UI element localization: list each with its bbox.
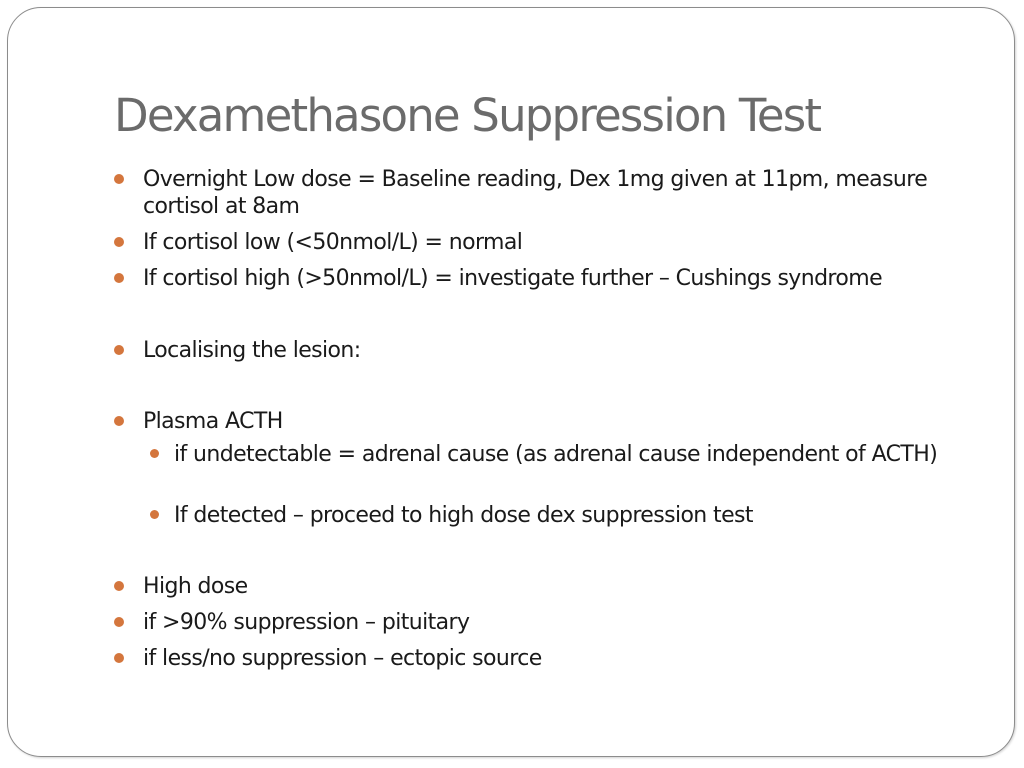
bullet-text: if undetectable = adrenal cause (as adrenal cause independent of ACTH) [174, 442, 938, 467]
bullet-dot-icon [114, 581, 124, 591]
bullet-item [143, 408, 973, 435]
bullet-dot-icon [114, 273, 124, 283]
bullet-text: Plasma ACTH [143, 409, 283, 434]
bullet-text: If cortisol high (>50nmol/L) = investigate further – Cushings syndrome [143, 266, 883, 291]
bullet-text: High dose [143, 574, 248, 599]
bullet-dot-icon [114, 345, 124, 355]
bullet-text: Localising the lesion: [143, 338, 361, 363]
bullet-item [143, 265, 973, 292]
slide-title: Dexamethasone Suppression Test [114, 89, 821, 142]
bullet-dot-icon [114, 237, 124, 247]
bullet-text: if less/no suppression – ectopic source [143, 646, 542, 671]
bullet-text: if >90% suppression – pituitary [143, 610, 470, 635]
bullet-text: If cortisol low (<50nmol/L) = normal [143, 230, 523, 255]
sub-bullet-item [174, 502, 974, 529]
bullet-dot-icon [114, 653, 124, 663]
bullet-item [143, 609, 973, 636]
bullet-item [143, 166, 973, 220]
bullet-dot-icon [114, 416, 124, 426]
bullet-dot-icon [150, 510, 159, 519]
bullet-item [143, 645, 973, 672]
bullet-item [143, 337, 973, 364]
bullet-dot-icon [114, 617, 124, 627]
bullet-dot-icon [114, 174, 124, 184]
bullet-item [143, 573, 973, 600]
sub-bullet-item [174, 441, 974, 468]
bullet-text: Overnight Low dose = Baseline reading, Dex 1mg given at 11pm, measure cortisol at 8am [143, 167, 928, 219]
bullet-dot-icon [150, 449, 159, 458]
bullet-text: If detected – proceed to high dose dex suppression test [174, 503, 753, 528]
bullet-item [143, 229, 973, 256]
